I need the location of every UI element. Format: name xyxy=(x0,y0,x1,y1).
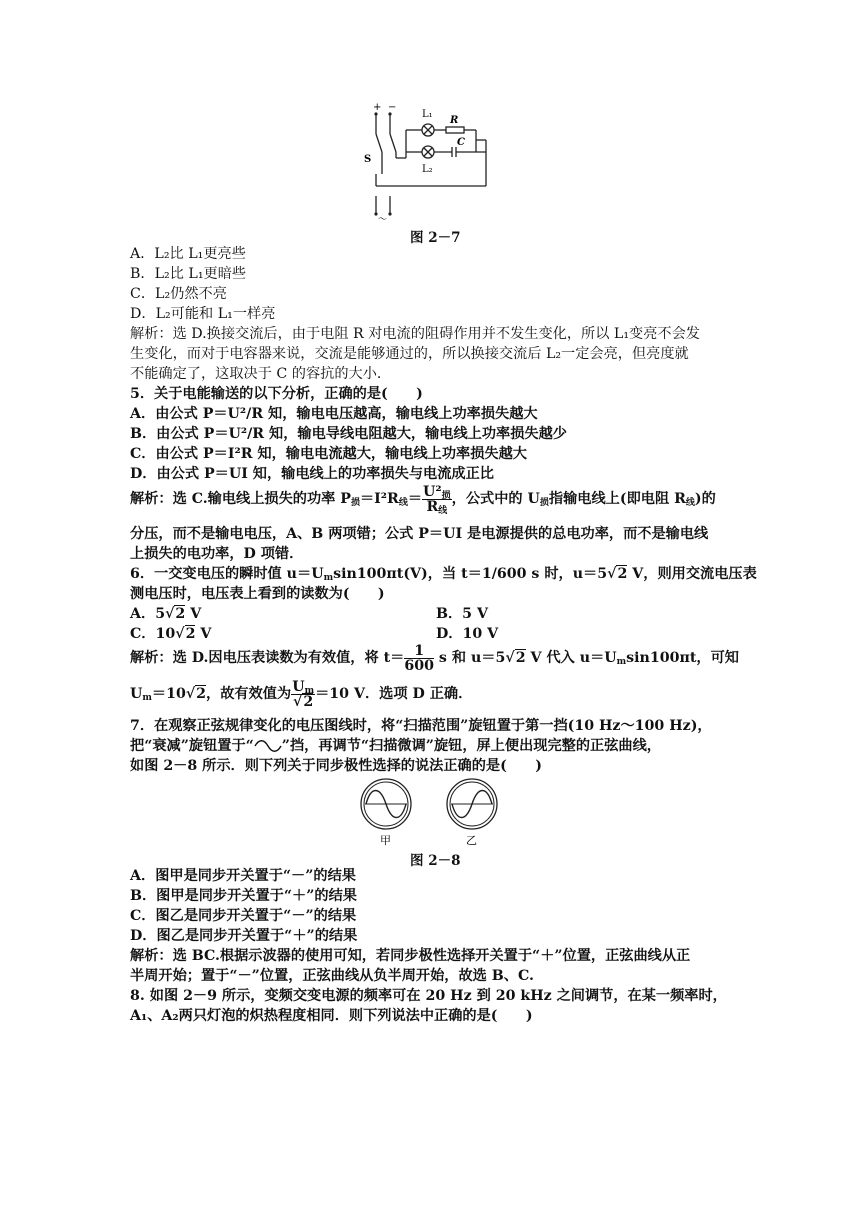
scope-screen-jia xyxy=(361,779,411,829)
q5-stem: 5．关于电能输送的以下分析，正确的是( ) xyxy=(130,386,423,402)
q7-option-b: B．图甲是同步开关置于“＋”的结果 xyxy=(130,888,357,904)
fig28-label-yi: 乙 xyxy=(466,834,477,847)
q7-analysis-line-1: 解析：选 BC.根据示波器的使用可知，若同步极性选择开关置于“＋”位置，正弦曲线从正 xyxy=(130,948,691,964)
q6-rms-fraction: $\frac{U_m}{√2}$ xyxy=(292,678,315,710)
q7-analysis-line-2: 半周开始；置于“－”位置，正弦曲线从负半周开始，故选 B、C. xyxy=(130,968,534,984)
q6-stem-line-2: 测电压时，电压表上看到的读数为( ) xyxy=(130,586,385,602)
q7-stem-line-1: 7．在观察正弦规律变化的电压图线时，将“扫描范围”旋钮置于第一挡(10 Hz～100 Hz)， xyxy=(130,718,712,734)
fig27-L2-label: L₂ xyxy=(422,164,433,175)
q4-option-c: C．L₂仍然不亮 xyxy=(130,286,227,302)
figure-2-7-caption: 图 2－7 xyxy=(410,230,461,246)
fig27-R-label: R xyxy=(450,115,459,126)
q4-analysis-line-1: 解析：选 D.换接交流后，由于电阻 R 对电流的阻碍作用并不发生变化，所以 L₁变亮不会发 xyxy=(130,326,700,342)
q6-analysis-line-2: $U_m=10√2$，故有效值为 $\frac{U_m}{√2}$ ＝10 V．选项 D 正确． xyxy=(130,678,473,710)
q6-analysis-line-1: 解析：选 D.因电压表读数为有效值，将 t＝ $\frac{1}{600}$ s 和 u＝5√2 V 代入 $u=U_m\sin 100\pi t$，可知 xyxy=(130,642,739,674)
q5-analysis-line-2: 分压，而不是输电电压，A、B 两项错；公式 P＝UI 是电源提供的总电功率，而不是输电线 xyxy=(130,526,709,542)
q6-option-d: D．10 V xyxy=(436,626,499,642)
fig27-C-label: C xyxy=(457,137,465,148)
q7-stem-line-2: 把“衰减”旋钮置于“ ”挡，再调节“扫描微调”旋钮，屏上便出现完整的正弦曲线， xyxy=(130,738,661,754)
fig27-S-label: S xyxy=(364,154,372,165)
q5-option-c: C．由公式 P＝I²R 知，输电电流越大，输电线上功率损失越大 xyxy=(130,446,527,462)
q6-time-fraction: $\frac{1}{600}$ xyxy=(404,642,434,674)
scope-screen-yi xyxy=(447,779,497,829)
q7-option-a: A．图甲是同步开关置于“－”的结果 xyxy=(130,868,356,884)
fig28-label-jia: 甲 xyxy=(380,834,391,847)
q5-analysis-line-1: 解析：选 C.输电线上损失的功率 $P_损=I^2R_线=$ $\frac{U^2_损}{R_线}$ ，公式中的 $U_损$指输电线上(即电阻 $R_线$)的 xyxy=(130,483,716,516)
q5-analysis-line-3: 上损失的电功率，D 项错． xyxy=(130,546,304,562)
q5-option-b: B．由公式 P＝U²/R 知，输电导线电阻越大，输电线上功率损失越少 xyxy=(130,426,567,442)
figure-2-8-caption: 图 2－8 xyxy=(410,853,461,869)
q4-analysis-line-3: 不能确定了，这取决于 C 的容抗的大小． xyxy=(130,366,392,382)
q4-option-d: D．L₂可能和 L₁一样亮 xyxy=(130,306,276,322)
q4-option-b: B．L₂比 L₁更暗些 xyxy=(130,266,247,282)
q5-option-d: D．由公式 P＝UI 知，输电线上的功率损失与电流成正比 xyxy=(130,466,494,482)
sine-wave-icon xyxy=(254,740,282,752)
q5-option-a: A．由公式 P＝U²/R 知，输电电压越高，输电线上功率损失越大 xyxy=(130,406,538,422)
q5-loss-fraction: $\frac{U^2_损}{R_线}$ xyxy=(423,483,451,516)
q4-option-a: A．L₂比 L₁更亮些 xyxy=(130,246,246,262)
fig27-L1-label: L₁ xyxy=(422,109,433,120)
q6-stem-line-1: 6．一交变电压的瞬时值 $u=U_m\sin 100\pi t(V)$，当 t＝1/600 s 时，u＝5√2 V，则用交流电压表 xyxy=(130,566,757,583)
q7-option-c: C．图乙是同步开关置于“－”的结果 xyxy=(130,908,357,924)
figure-2-7-circuit xyxy=(360,100,500,224)
q7-stem-line-3: 如图 2－8 所示．则下列关于同步极性选择的说法正确的是( ) xyxy=(130,758,542,774)
q7-option-d: D．图乙是同步开关置于“＋”的结果 xyxy=(130,928,358,944)
fig27-plus-label: + xyxy=(373,102,382,113)
fig27-minus-label: − xyxy=(388,102,397,113)
fig27-ac-label: ～ xyxy=(378,215,388,224)
figure-2-8-oscilloscope xyxy=(356,776,508,848)
q6-option-c: C．10√2 V xyxy=(130,626,212,642)
q4-analysis-line-2: 生变化，而对于电容器来说，交流是能够通过的，所以换接交流后 L₂一定会亮，但亮度就 xyxy=(130,346,689,362)
q6-option-a: A．5√2 V xyxy=(130,606,202,622)
q8-stem-line-2: A₁、A₂两只灯泡的炽热程度相同．则下列说法中正确的是( ) xyxy=(130,1008,533,1024)
q8-stem-line-1: 8. 如图 2－9 所示，变频交变电源的频率可在 20 Hz 到 20 kHz 之间调节，在某一频率时， xyxy=(130,988,727,1004)
q6-option-b: B．5 V xyxy=(436,606,488,622)
